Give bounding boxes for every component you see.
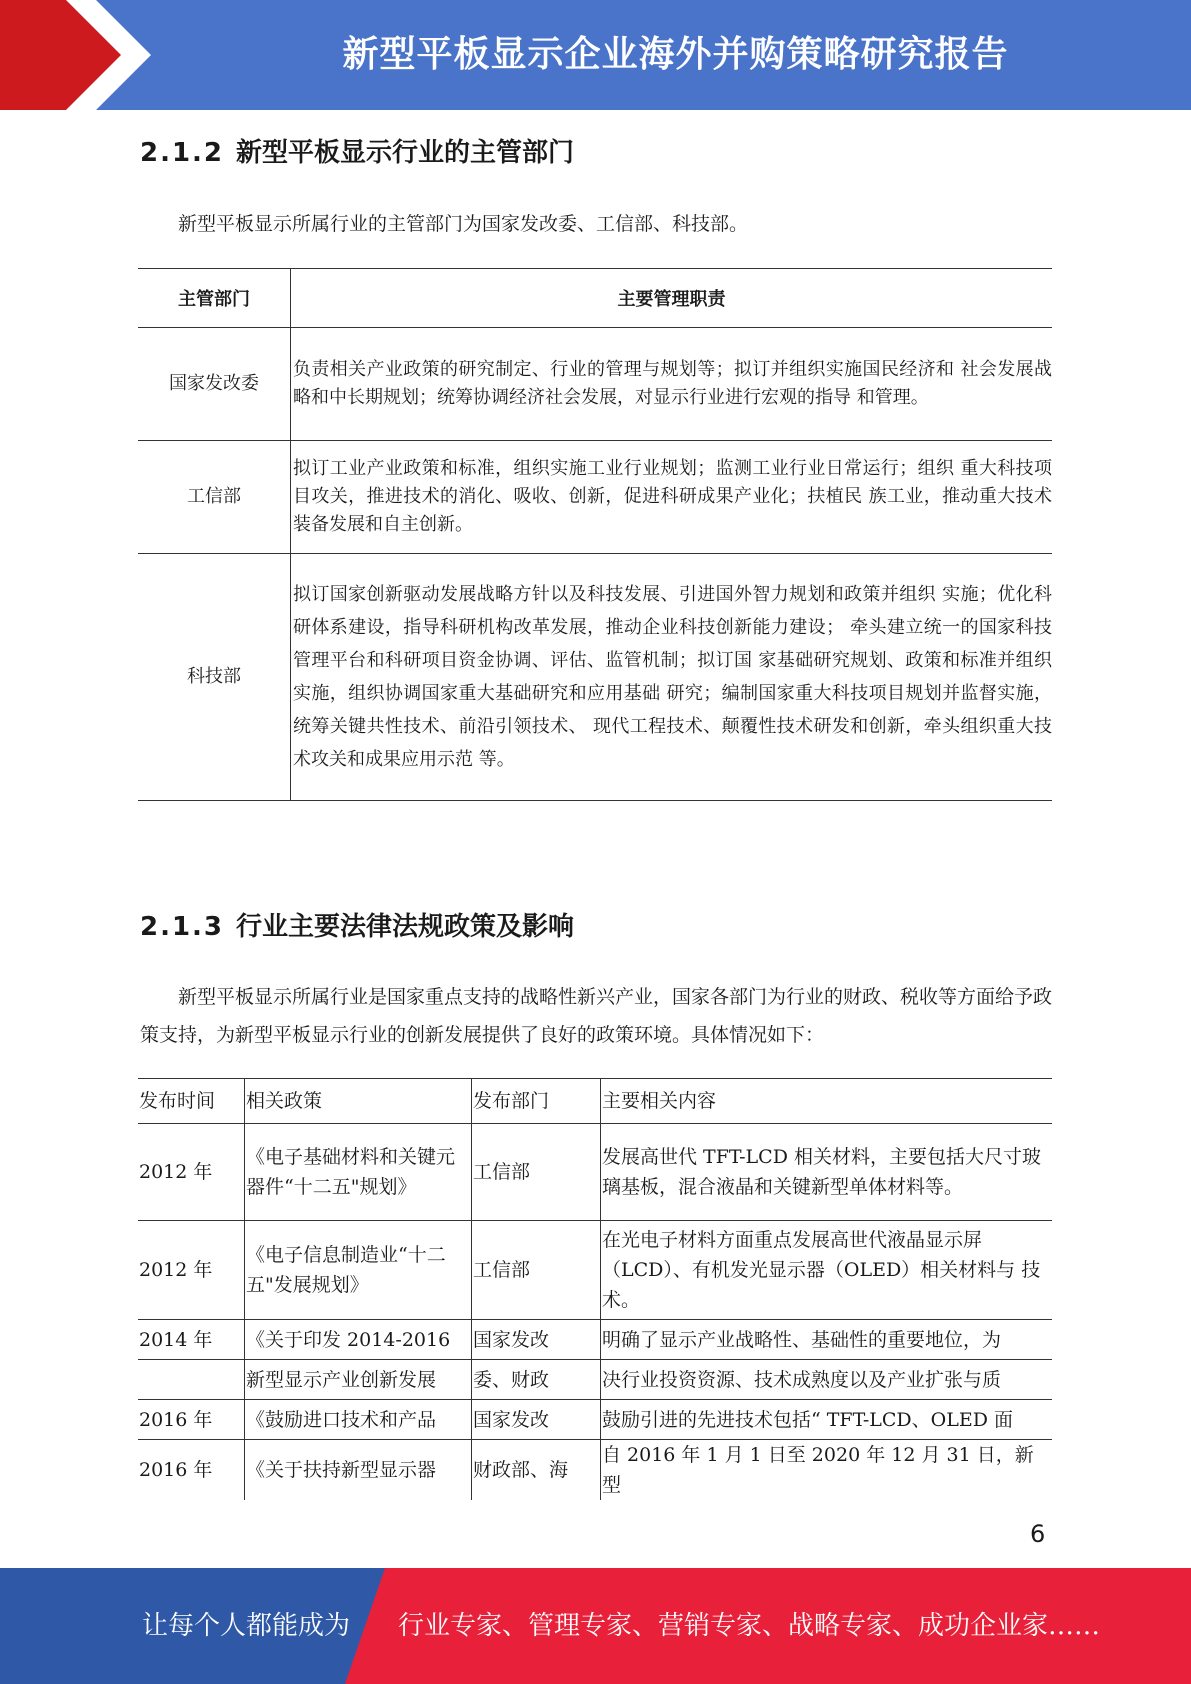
time-cell: 2014 年 (138, 1320, 245, 1360)
table-row (138, 1221, 1052, 1320)
department-cell: 国家发改委 (138, 328, 291, 441)
content-cell: 鼓励引进的先进技术包括“ TFT-LCD、OLED 面 (601, 1400, 1053, 1440)
time-cell: 2016 年 (138, 1440, 245, 1501)
policy-cell: 《电子基础材料和关键元器件“十二五"规划》 (245, 1124, 472, 1221)
column-header-time: 发布时间 (138, 1079, 245, 1124)
table-row (138, 1440, 1052, 1501)
time-cell (138, 1360, 245, 1400)
footer-slogan-left: 让每个人都能成为 (142, 1611, 351, 1641)
dept-cell: 国家发改 (472, 1400, 601, 1440)
column-header-policy: 相关政策 (245, 1079, 472, 1124)
department-cell: 工信部 (138, 441, 291, 554)
duty-cell: 负责相关产业政策的研究制定、行业的管理与规划等；拟订并组织实施国民经济和 社会发展战略和中长期规划；统筹协调经济社会发展，对显示行业进行宏观的指导 和管理。 (291, 328, 1053, 441)
department-cell: 科技部 (138, 554, 291, 801)
duty-cell: 拟订工业产业政策和标准，组织实施工业行业规划；监测工业行业日常运行；组织 重大科技项目攻关，推进技术的消化、吸收、创新，促进科研成果产业化；扶植民 族工业，推动重大技术装备发展和自主创新。 (291, 441, 1053, 554)
policy-cell: 《关于印发 2014-2016 (245, 1320, 472, 1360)
table-row (138, 1400, 1052, 1440)
column-header-duties: 主要管理职责 (291, 269, 1053, 328)
dept-cell: 工信部 (472, 1124, 601, 1221)
section-intro-paragraph: 新型平板显示所属行业是国家重点支持的战略性新兴产业，国家各部门为行业的财政、税收等方面给予政策支持，为新型平板显示行业的创新发展提供了良好的政策环境。具体情况如下： (140, 986, 1053, 1046)
content-cell: 在光电子材料方面重点发展高世代液晶显示屏（LCD）、有机发光显示器（OLED）相关材料与 技术。 (601, 1221, 1053, 1320)
section-number: 2.1.2 (140, 138, 225, 168)
content-cell: 自 2016 年 1 月 1 日至 2020 年 12 月 31 日，新型 (602, 1444, 1034, 1496)
policies-table (138, 1078, 1052, 1500)
table-row (138, 554, 1052, 801)
footer-slogan-right: 行业专家、管理专家、营销专家、战略专家、成功企业家…… (398, 1611, 1101, 1641)
dept-cell: 工信部 (472, 1221, 601, 1320)
policy-cell: 《关于扶持新型显示器 (245, 1440, 472, 1501)
table-header-row (138, 269, 1052, 328)
section-heading-2-1-2 (140, 132, 574, 169)
column-header-dept: 发布部门 (472, 1079, 601, 1124)
policy-cell: 《鼓励进口技术和产品 (245, 1400, 472, 1440)
time-cell: 2012 年 (138, 1221, 245, 1320)
content-cell: 决行业投资资源、技术成熟度以及产业扩张与质 (601, 1360, 1053, 1400)
table-row (138, 1124, 1052, 1221)
section-title: 新型平板显示行业的主管部门 (236, 138, 575, 168)
page-footer (0, 1568, 1191, 1684)
section-intro-paragraph: 新型平板显示所属行业的主管部门为国家发改委、工信部、科技部。 (178, 213, 749, 235)
time-cell: 2016 年 (138, 1400, 245, 1440)
page-number: 6 (1030, 1520, 1046, 1548)
policy-cell: 《电子信息制造业“十二五"发展规划》 (245, 1221, 472, 1320)
section-title: 行业主要法律法规政策及影响 (236, 912, 575, 942)
table-row (138, 328, 1052, 441)
column-header-department: 主管部门 (138, 269, 291, 328)
content-cell: 明确了显示产业战略性、基础性的重要地位，为 (601, 1320, 1053, 1360)
content-cell: 发展高世代 TFT-LCD 相关材料，主要包括大尺寸玻璃基板，混合液晶和关键新型单体材料等。 (601, 1124, 1053, 1221)
page-header (0, 0, 1191, 110)
time-cell: 2012 年 (138, 1124, 245, 1221)
table-row (138, 1320, 1052, 1360)
dept-cell: 国家发改 (472, 1320, 601, 1360)
table-row (138, 441, 1052, 554)
table-row (138, 1360, 1052, 1400)
column-header-content: 主要相关内容 (601, 1079, 1053, 1124)
section-number: 2.1.3 (140, 912, 225, 942)
section-heading-2-1-3 (140, 906, 574, 943)
table-header-row (138, 1079, 1052, 1124)
dept-cell: 财政部、海 (472, 1440, 601, 1501)
report-title: 新型平板显示企业海外并购策略研究报告 (342, 34, 1009, 75)
duty-cell: 拟订国家创新驱动发展战略方针以及科技发展、引进国外智力规划和政策并组织 实施；优化科研体系建设，指导科研机构改革发展，推动企业科技创新能力建设； 牵头建立统一的国家科技管理平台和科研项目资金协调、评估、监管机制；拟订国 家基础研究规划、政策和标准并组织实施，组织协调国家重大基础研究和应用基础 研究；编制国家重大科技项目规划并监督实施，统筹关键共性技术、前沿引领技术、 现代工程技术、颠覆性技术研发和创新，牵头组织重大技术攻关和成果应用示范 等。 (291, 554, 1053, 801)
policy-cell: 新型显示产业创新发展 (245, 1360, 472, 1400)
dept-cell: 委、财政 (472, 1360, 601, 1400)
departments-table (138, 268, 1052, 801)
